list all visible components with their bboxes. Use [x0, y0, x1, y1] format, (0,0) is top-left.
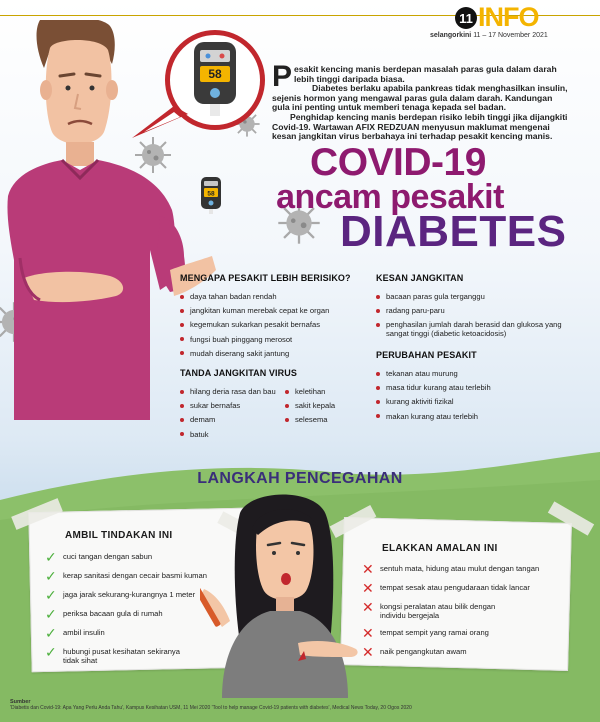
headline-line-2: ancam pesakit [276, 178, 504, 216]
bubble-tail [130, 104, 190, 140]
list-item: batuk [180, 430, 285, 439]
publication-name: selangorkini [430, 32, 472, 39]
list-item: tekanan atau murung [376, 369, 571, 378]
woman-illustration [200, 493, 370, 698]
effects-section [376, 273, 571, 344]
check-icon: ✓ [45, 587, 57, 603]
list-item: sakit kepala [285, 401, 365, 410]
effects-list [376, 292, 571, 338]
page-number: 11 [455, 7, 477, 29]
list-item: makan kurang atau terlebih [376, 412, 571, 421]
list-item: bacaan paras gula terganggu [376, 292, 571, 301]
list-item: keletihan [285, 387, 365, 396]
cross-icon: ✕ [362, 561, 374, 577]
list-item: ✕ tempat sesak atau pengudaraan tidak lancar [362, 580, 530, 596]
symptoms-title: TANDA JANGKITAN VIRUS [180, 368, 297, 378]
glucose-meter-icon [200, 176, 222, 214]
list-item: ✓ ambil insulin [45, 625, 105, 641]
cross-icon: ✕ [362, 644, 374, 660]
do-title: AMBIL TINDAKAN INI [65, 530, 173, 541]
list-item: ✓ kerap sanitasi dengan cecair basmi kuman [45, 568, 207, 584]
symptoms-section [180, 368, 370, 444]
list-item: kurang aktiviti fizikal [376, 397, 571, 406]
why-risk-list [180, 292, 370, 358]
list-item: masa tidur kurang atau terlebih [376, 383, 571, 392]
check-icon: ✓ [45, 644, 57, 660]
list-item: kegemukan sukarkan pesakit bernafas [180, 320, 370, 329]
symptoms-list-2 [285, 387, 365, 444]
list-item: ✓ jaga jarak sekurang-kurangnya 1 meter [45, 587, 196, 603]
intro-text [272, 60, 572, 142]
list-item: hilang deria rasa dan bau [180, 387, 285, 396]
prevention-title: LANGKAH PENCEGAHAN [197, 470, 403, 487]
list-item: selesema [285, 415, 365, 424]
list-item: ✓ cuci tangan dengan sabun [45, 549, 153, 565]
list-item: jangkitan kuman merebak cepat ke organ [180, 306, 370, 315]
source-text: 'Diabetis dan Covid-19: Apa Yang Perlu Anda Tahu', Kampus Kesihatan USM, 11 Mei 2020 'Tool to help manage Covid-19 patients with diabetes', Medical News Today, 20 Ogos 2020 [10, 705, 412, 711]
list-item: fungsi buah pinggang merosot [180, 335, 370, 344]
avoid-title: ELAKKAN AMALAN INI [382, 543, 498, 554]
cross-icon: ✕ [362, 599, 374, 615]
list-item: demam [180, 415, 285, 424]
intro-paragraph-3: Penghidap kencing manis berdepan risiko lebih tinggi jika dijangkiti Covid-19. Wartawan AFIX REDZUAN menyusun maklumat mengenai kesan jangkitan virus berbahaya ini terhadap pesakit kencing manis. [272, 111, 568, 142]
list-item: ✓ periksa bacaan gula di rumah [45, 606, 163, 622]
list-item: radang paru-paru [376, 306, 571, 315]
cross-icon: ✕ [362, 580, 374, 596]
headline-line-1: COVID-19 [310, 141, 486, 184]
svg-text:58: 58 [207, 190, 215, 198]
list-item: ✕ kongsi peralatan atau bilik dengan individu bergejala [362, 599, 496, 620]
changes-section [376, 350, 571, 426]
effects-title: KESAN JANGKITAN [376, 273, 464, 283]
date-range: 11 – 17 November 2021 [473, 32, 548, 39]
list-item: mudah diserang sakit jantung [180, 349, 370, 358]
list-item: daya tahan badan rendah [180, 292, 370, 301]
list-item: sukar bernafas [180, 401, 285, 410]
changes-title: PERUBAHAN PESAKIT [376, 350, 477, 360]
check-icon: ✓ [45, 606, 57, 622]
symptoms-list-1 [180, 387, 285, 444]
why-risk-title: MENGAPA PESAKIT LEBIH BERISIKO? [180, 273, 351, 283]
why-risk-section [180, 273, 370, 363]
list-item: ✕ sentuh mata, hidung atau mulut dengan tangan [362, 561, 540, 577]
list-item: ✓ hubungi pusat kesihatan sekiranya tidak sihat [45, 644, 180, 665]
intro-paragraph-2: Diabetes berlaku apabila pankreas tidak menghasilkan insulin, sejenis hormon yang mengawal paras gula dalam darah. Kandungan gula ini penting untuk memberi tenaga kepada sel badan. [272, 83, 568, 113]
meter-reading: 58 [208, 67, 222, 81]
check-icon: ✓ [45, 549, 57, 565]
drop-cap: P [272, 60, 293, 93]
check-icon: ✓ [45, 625, 57, 641]
list-item: ✕ tempat sempit yang ramai orang [362, 625, 489, 641]
source-footer [10, 699, 600, 711]
source-label: Sumber [10, 699, 31, 705]
avoid-section [362, 543, 562, 665]
list-item: ✕ naik pengangkutan awam [362, 644, 467, 660]
section-title: INFO [478, 2, 539, 32]
intro-paragraph-1: esakit kencing manis berdepan masalah paras gula dalam darah lebih tinggi daripada biasa. [294, 64, 557, 84]
changes-list [376, 369, 571, 421]
headline-line-3: DIABETES [340, 207, 567, 256]
publication-date [430, 32, 548, 39]
cross-icon: ✕ [362, 625, 374, 641]
list-item: penghasilan jumlah darah berasid dan glukosa yang sangat tinggi (diabetic ketoacidosis) [376, 320, 571, 338]
check-icon: ✓ [45, 568, 57, 584]
